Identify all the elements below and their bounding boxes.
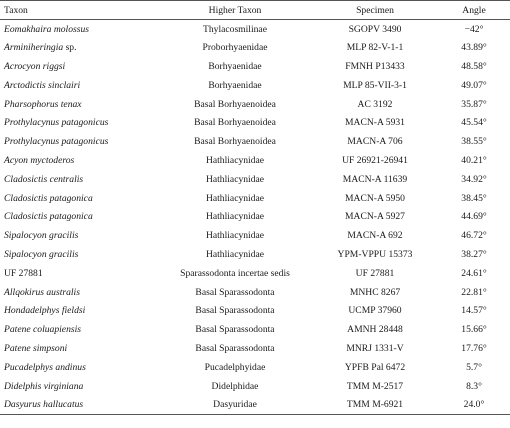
- higher-taxon-cell: Hathliacynidae: [205, 154, 265, 166]
- angle-cell: 34.92°: [461, 173, 487, 185]
- table-row: [0, 113, 510, 132]
- angle-cell: 40.21°: [461, 154, 487, 166]
- taxon-cell: [0, 113, 160, 132]
- table-row: [0, 132, 510, 151]
- specimen-cell: UF 26921-26941: [342, 154, 408, 166]
- taxon-cell: [0, 170, 160, 189]
- higher-taxon-cell: Basal Sparassodonta: [195, 324, 275, 336]
- table-row: [0, 38, 510, 57]
- higher-taxon-cell: Basal Sparassodonta: [195, 342, 275, 354]
- higher-taxon-cell: Basal Borhyaenoidea: [194, 98, 276, 110]
- angle-cell: −42°: [464, 23, 484, 35]
- taxon-name: Dasyurus hallucatus: [4, 399, 84, 411]
- angle-cell: 22.81°: [461, 286, 487, 298]
- angle-cell: 15.66°: [461, 324, 487, 336]
- higher-taxon-cell: Dasyuridae: [160, 395, 310, 414]
- taxon-name: UF 27881: [4, 267, 43, 279]
- higher-taxon-cell: Hathliacynidae: [205, 248, 265, 260]
- angle-cell: 14.57°: [461, 305, 487, 317]
- angle-cell: 45.54°: [461, 117, 487, 129]
- angle-cell: 5.7°: [466, 361, 482, 373]
- taxon-cell: [0, 57, 160, 76]
- higher-taxon-cell: Proborhyaenidae: [202, 42, 268, 54]
- taxon-cell: [0, 76, 160, 95]
- taxon-cell: [0, 189, 160, 208]
- taxon-cell: [0, 226, 160, 245]
- taxon-name: Patene coluapiensis: [4, 324, 81, 336]
- higher-taxon-cell: Pucadelphyidae: [204, 361, 266, 373]
- table-row: [0, 395, 510, 414]
- taxon-name: Didelphis virginiana: [4, 380, 84, 392]
- higher-taxon-cell: Basal Borhyaenoidea: [194, 136, 276, 148]
- table-row: [0, 20, 510, 39]
- table-row: [0, 283, 510, 302]
- taxon-cell: [0, 283, 160, 302]
- table-row: [0, 95, 510, 114]
- header-taxon: Taxon: [0, 1, 160, 20]
- specimen-cell: MACN-A 5950: [345, 192, 405, 204]
- angle-cell: 8.3°: [466, 380, 482, 392]
- specimen-cell: AMNH 28448: [347, 324, 403, 336]
- taxon-cell: [0, 320, 160, 339]
- taxon-cell: [0, 358, 160, 377]
- specimen-cell: MNHC 8267: [349, 286, 401, 298]
- table-row: [0, 377, 510, 396]
- taxon-name: Allqokirus australis: [4, 286, 80, 298]
- taxon-cell: [0, 395, 160, 414]
- taxon-name: Arctodictis sinclairi: [4, 79, 81, 91]
- table-row: [0, 189, 510, 208]
- taxon-cell: [0, 151, 160, 170]
- header-higher-taxon: Higher Taxon: [160, 1, 310, 20]
- specimen-cell: UCMP 37960: [348, 305, 402, 317]
- higher-taxon-cell: Hathliacynidae: [205, 192, 265, 204]
- taxon-name: Arminiheringia: [4, 42, 64, 54]
- taxon-cell: [0, 132, 160, 151]
- taxon-name: Cladosictis patagonica: [4, 192, 93, 204]
- table-row: [0, 301, 510, 320]
- taxon-suffix: sp.: [63, 42, 77, 54]
- angle-cell: 48.58°: [461, 60, 487, 72]
- table-row: [0, 207, 510, 226]
- table-row: [0, 151, 510, 170]
- specimen-cell: MACN-A 706: [347, 136, 403, 148]
- angle-cell: 38.45°: [461, 192, 487, 204]
- table-row: [0, 57, 510, 76]
- angle-cell: 35.87°: [461, 98, 487, 110]
- specimen-cell: TMM M-2517: [346, 380, 404, 392]
- higher-taxon-cell: Borhyaenidae: [208, 60, 262, 72]
- taxon-name: Cladosictis centralis: [4, 173, 84, 185]
- higher-taxon-cell: Thylacosmilinae: [203, 23, 267, 35]
- taxon-cell: [0, 301, 160, 320]
- specimen-cell: MACN-A 5931: [345, 117, 405, 129]
- taxon-cell: [0, 207, 160, 226]
- specimen-cell: FMNH P13433: [345, 60, 405, 72]
- specimen-cell: YPFB Pal 6472: [344, 361, 406, 373]
- angle-cell: 17.76°: [461, 342, 487, 354]
- angle-cell: 49.07°: [461, 79, 487, 91]
- taxon-name: Pharsophorus tenax: [4, 98, 82, 110]
- taxon-name: Acyon myctoderos: [4, 154, 75, 166]
- table-row: [0, 245, 510, 264]
- table-row: [0, 76, 510, 95]
- taxon-cell: [0, 339, 160, 358]
- taxon-name: Sipalocyon gracilis: [4, 230, 79, 242]
- taxon-name: Prothylacynus patagonicus: [4, 117, 109, 129]
- specimen-cell: TMM M-6921: [310, 395, 440, 414]
- specimen-cell: MLP 85-VII-3-1: [343, 79, 407, 91]
- higher-taxon-cell: Sparassodonta incertae sedis: [180, 267, 290, 279]
- specimen-cell: MNRJ 1331-V: [346, 342, 404, 354]
- taxon-name: Acrocyon riggsi: [4, 60, 66, 72]
- angle-cell: 38.55°: [461, 136, 487, 148]
- table-row: [0, 358, 510, 377]
- specimen-cell: UF 27881: [355, 267, 395, 279]
- taxon-cell: [0, 20, 160, 39]
- angle-cell: 24.61°: [461, 267, 487, 279]
- taxon-cell: [0, 38, 160, 57]
- angle-cell: 24.0°: [440, 395, 510, 414]
- taxon-name: Patene simpsoni: [4, 342, 68, 354]
- specimen-cell: MACN-A 11639: [342, 173, 408, 185]
- taxon-cell: [0, 95, 160, 114]
- angle-cell: 44.69°: [461, 211, 487, 223]
- taxon-name: Hondadelphys fieldsi: [4, 305, 86, 317]
- header-row: [0, 1, 510, 20]
- higher-taxon-cell: Didelphidae: [211, 380, 259, 392]
- angle-cell: 43.89°: [461, 42, 487, 54]
- specimen-cell: YPM-VPPU 15373: [337, 248, 413, 260]
- specimen-cell: MLP 82-V-1-1: [346, 42, 404, 54]
- specimen-cell: MACN-A 692: [347, 230, 403, 242]
- table-body: [0, 20, 510, 415]
- higher-taxon-cell: Hathliacynidae: [205, 230, 265, 242]
- higher-taxon-cell: Hathliacynidae: [205, 211, 265, 223]
- higher-taxon-cell: Hathliacynidae: [205, 173, 265, 185]
- angle-cell: 38.27°: [461, 248, 487, 260]
- table-row: [0, 226, 510, 245]
- table-row: [0, 170, 510, 189]
- higher-taxon-cell: Borhyaenidae: [208, 79, 262, 91]
- table-row: [0, 339, 510, 358]
- table-header: [0, 1, 510, 20]
- specimen-cell: AC 3192: [357, 98, 393, 110]
- taxon-name: Pucadelphys andinus: [4, 361, 86, 373]
- taxon-name: Sipalocyon gracilis: [4, 248, 79, 260]
- taxon-cell: [0, 377, 160, 396]
- higher-taxon-cell: Basal Borhyaenoidea: [194, 117, 276, 129]
- higher-taxon-cell: Basal Sparassodonta: [195, 305, 275, 317]
- taxon-cell: [0, 245, 160, 264]
- angle-cell: 46.72°: [461, 230, 487, 242]
- specimen-cell: SGOPV 3490: [348, 23, 402, 35]
- taxon-cell: [0, 264, 160, 283]
- header-angle: Angle: [440, 1, 510, 20]
- specimen-cell: MACN-A 5927: [345, 211, 405, 223]
- taxon-name: Prothylacynus patagonicus: [4, 136, 109, 148]
- table-row: [0, 320, 510, 339]
- taxon-name: Eomakhaira molossus: [4, 23, 90, 35]
- table-row: [0, 264, 510, 283]
- taxon-name: Cladosictis patagonica: [4, 211, 93, 223]
- header-specimen: Specimen: [310, 1, 440, 20]
- higher-taxon-cell: Basal Sparassodonta: [195, 286, 275, 298]
